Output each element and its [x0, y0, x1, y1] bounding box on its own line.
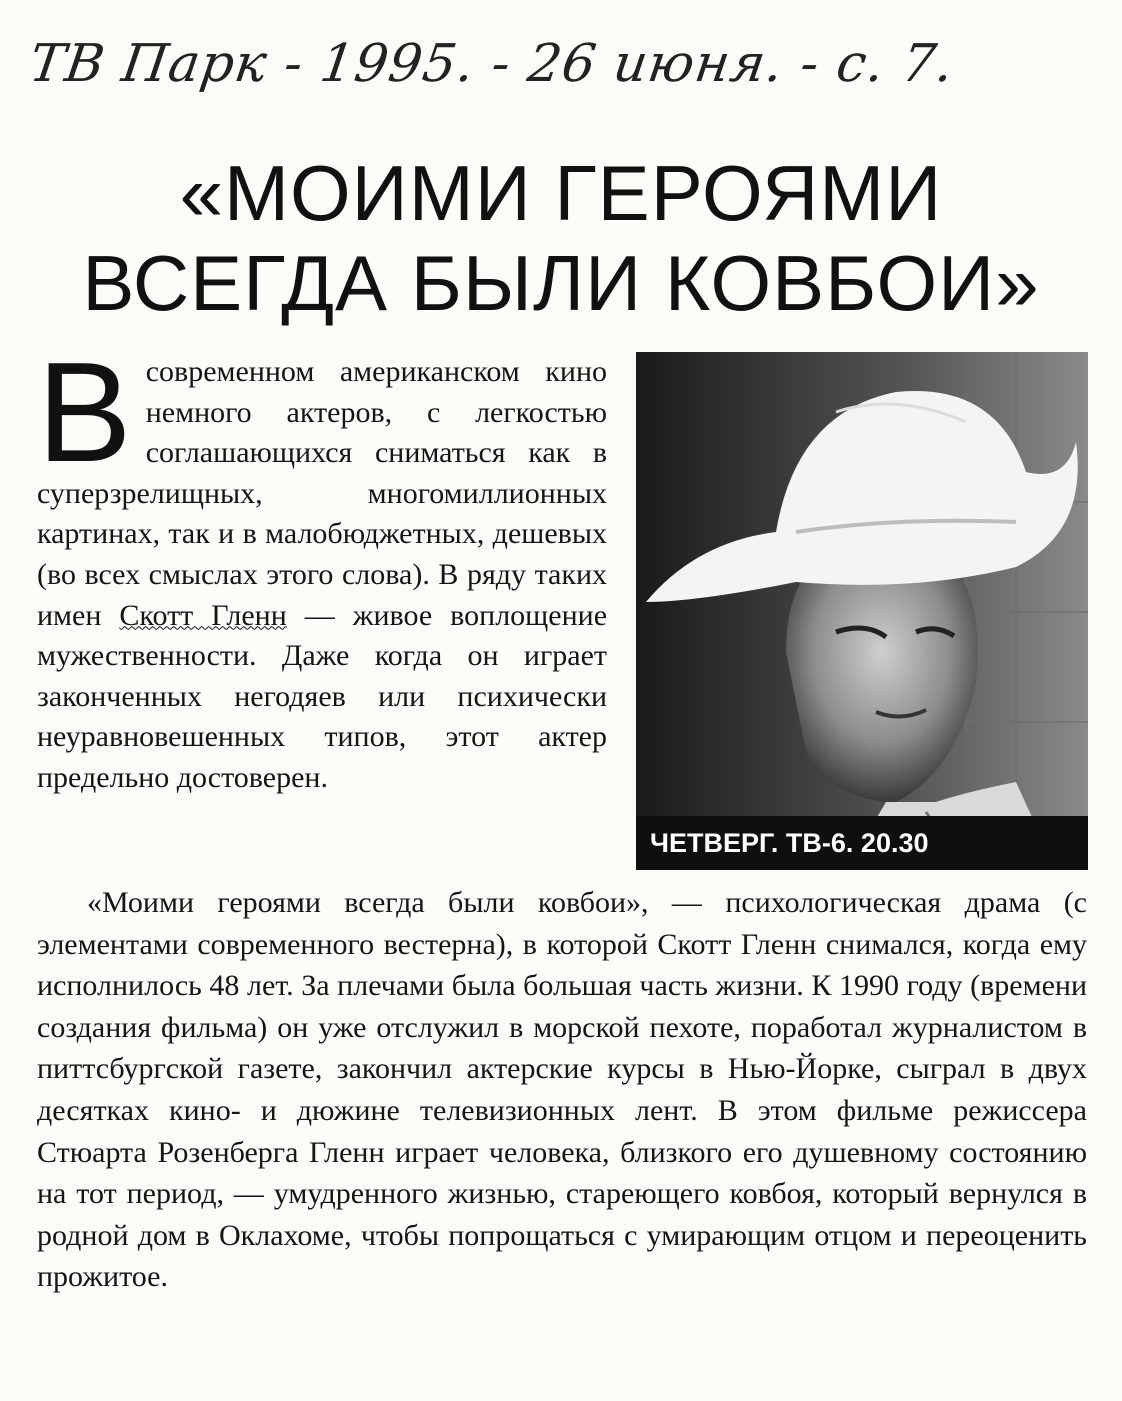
drop-cap: В	[37, 333, 132, 492]
main-body-paragraph: «Моими героями всегда были ковбои», — психологическая драма (с элементами современного вестерна), в которой Скотт Гленн снимался, когда ему исполнилось 48 лет. За плечами была большая часть жизни. К 1990 году (времени создания фильма) он уже отслужил в морской пехоте, поработал журналистом в питтсбургской газете, закончил актерские курсы в Нью-Йорке, сыграл в двух десятках кино- и дюжине телевизионных лент. В этом фильме режиссера Стюарта Розенберга Гленн играет человека, близкого его душевному состоянию на тот период, — умудренного жизнью, стареющего ковбоя, который вернулся в родной дом в Оклахоме, чтобы попрощаться с умирающим отцом и переоценить прожитое.	[37, 886, 1087, 1294]
cowboy-portrait-image	[636, 352, 1088, 870]
photo-caption-broadcast-time: ЧЕТВЕРГ. ТВ-6. 20.30	[636, 816, 1088, 870]
intro-text-start: современном американском кино немного актеров, с легкостью соглашающихся сниматься как в суперзрелищных, многомиллионных картинах, так и в малобюджетных, дешевых (во всех смыслах этого слова). В ряду таких имен	[37, 355, 607, 632]
intro-text-end: — живое воплощение мужественности. Даже когда он играет законченных негодяев или психически неуравновешенных типов, этот актер предельно достоверен.	[37, 598, 608, 794]
headline-line-1: «МОИМИ ГЕРОЯМИ	[179, 149, 943, 237]
actor-name-underlined: Скотт Гленн	[119, 598, 287, 632]
handwritten-citation-note: ТВ Парк - 1995. - 26 июня. - с. 7.	[25, 34, 959, 94]
actor-photo	[636, 352, 1088, 870]
article-headline	[20, 148, 1102, 328]
intro-paragraph	[37, 333, 608, 799]
headline-line-2: ВСЕГДА БЫЛИ КОВБОИ»	[82, 239, 1040, 327]
